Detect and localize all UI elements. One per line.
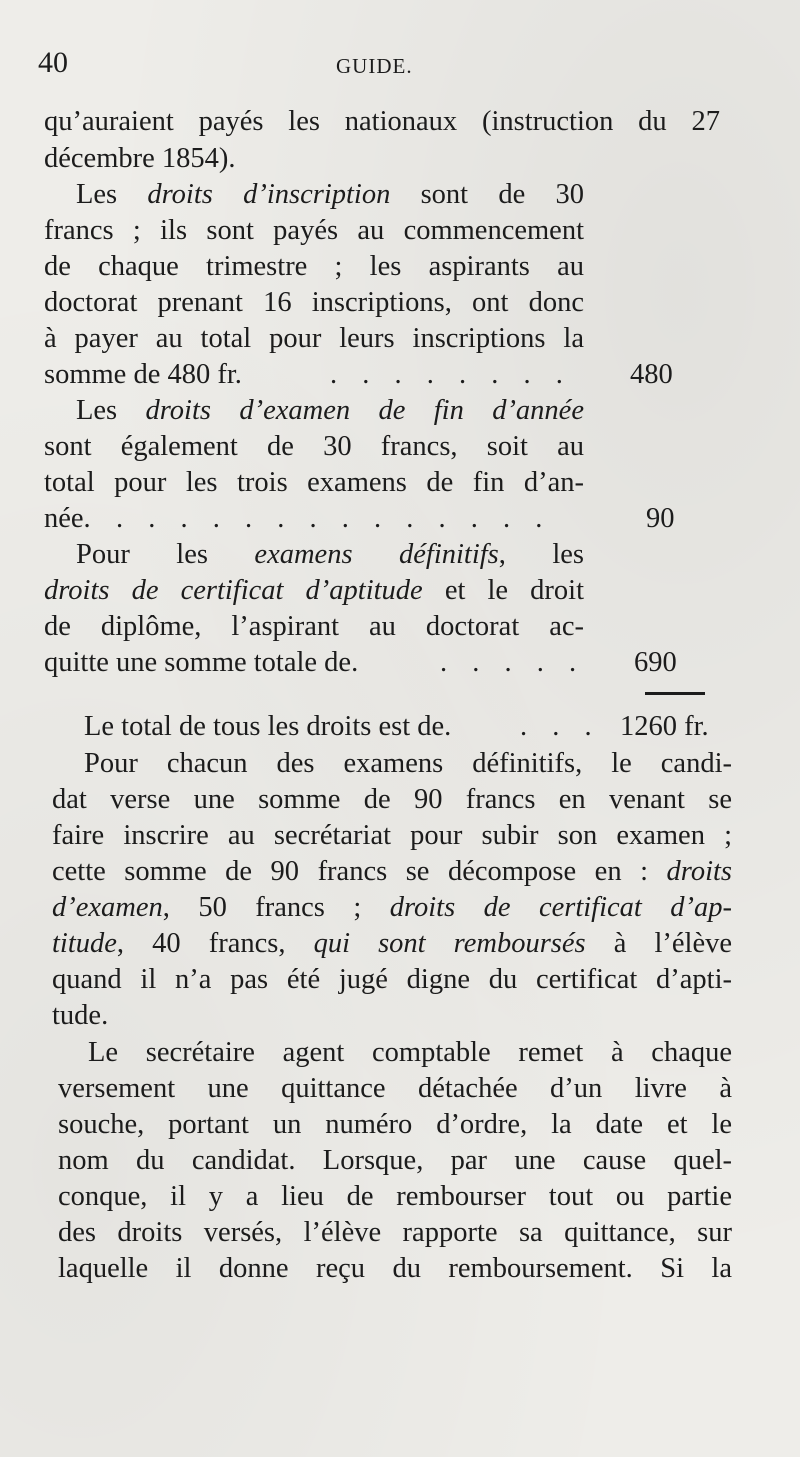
text-line: droits de certificat d’aptitude et le droit — [44, 575, 585, 606]
text-line: de diplôme, l’aspirant au doctorat ac- — [44, 611, 584, 642]
dot-leader: . . . . . — [440, 647, 586, 678]
text-line: des droits versés, l’élève rapporte sa quittance, sur — [58, 1217, 732, 1248]
text-line: conque, il y a lieu de rembourser tout ou partie — [58, 1181, 732, 1212]
text-line: de chaque trimestre ; les aspirants au — [44, 251, 584, 282]
text-line: quand il n’a pas été jugé digne du certificat d’apti- — [52, 964, 732, 995]
dot-leader: . . . . . . . . — [330, 359, 572, 390]
text-line: Pour chacun des examens définitifs, le candi- — [84, 748, 732, 779]
text-line: quitte une somme totale de. — [44, 647, 359, 678]
text-line: née. — [44, 503, 91, 534]
text-line: versement une quittance détachée d’un livre à — [58, 1073, 732, 1104]
sum-rule — [645, 692, 705, 695]
amount-examens-definitifs: 690 — [634, 647, 677, 678]
dot-leader: . . . . . . . . . . . . . . — [116, 503, 552, 534]
text-line: Les droits d’examen de fin d’année — [76, 395, 584, 426]
amount-inscriptions: 480 — [630, 359, 673, 390]
text-line: francs ; ils sont payés au commencement — [44, 215, 584, 246]
text-line: Les droits d’inscription sont de 30 — [76, 179, 584, 210]
text-line: total pour les trois examens de fin d’an- — [44, 467, 584, 498]
text-line: Le secrétaire agent comptable remet à chaque — [88, 1037, 732, 1068]
text-line: somme de 480 fr. — [44, 359, 242, 390]
text-line: faire inscrire au secrétariat pour subir son examen ; — [52, 820, 732, 851]
text-line: d’examen, 50 francs ; droits de certificat d’ap- — [52, 892, 732, 923]
text-line: laquelle il donne reçu du remboursement. Si la — [58, 1253, 732, 1284]
text-line: nom du candidat. Lorsque, par une cause quel- — [58, 1145, 732, 1176]
text-line: Pour les examens définitifs, les — [76, 539, 585, 570]
text-line: titude, 40 francs, qui sont remboursés à l’élève — [52, 928, 732, 959]
text-line: tude. — [52, 1000, 109, 1031]
text-line: doctorat prenant 16 inscriptions, ont donc — [44, 287, 584, 318]
page-number: 40 — [38, 46, 68, 79]
dot-leader: . . . — [520, 711, 601, 742]
running-head: GUIDE. — [336, 54, 413, 78]
text-line: qu’auraient payés les nationaux (instruction du 27 — [44, 106, 720, 137]
text-line: cette somme de 90 francs se décompose en : droits — [52, 856, 732, 887]
amount-total: 1260 fr. — [620, 711, 709, 742]
text-line: à payer au total pour leurs inscriptions la — [44, 323, 584, 354]
page-header — [0, 46, 800, 86]
text-line: dat verse une somme de 90 francs en venant se — [52, 784, 732, 815]
text-line: souche, portant un numéro d’ordre, la date et le — [58, 1109, 732, 1140]
amount-examens-fin-annee: 90 — [646, 503, 675, 534]
total-line: Le total de tous les droits est de. — [84, 711, 452, 742]
text-line: sont également de 30 francs, soit au — [44, 431, 584, 462]
text-line: décembre 1854). — [44, 143, 236, 174]
